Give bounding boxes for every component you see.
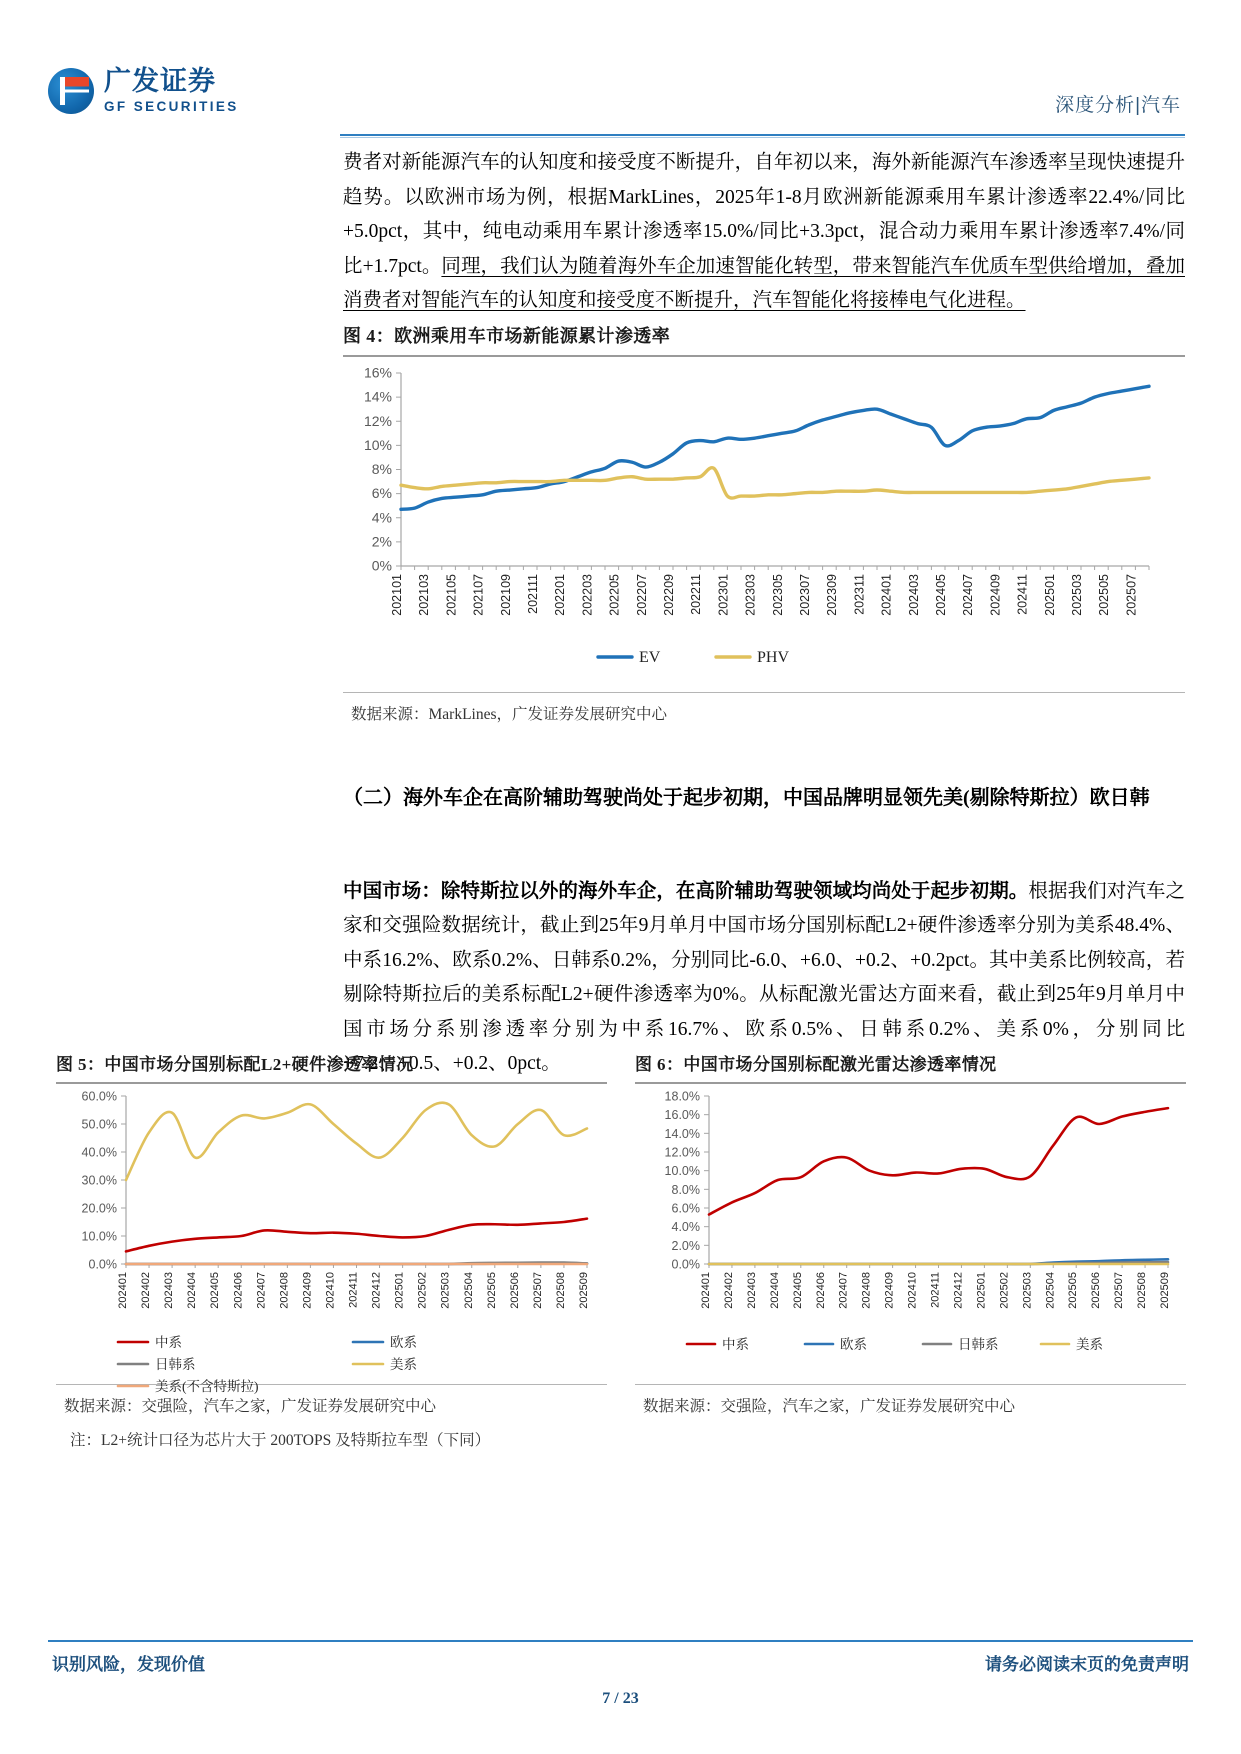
figures-5-6-row [56,1050,1186,1416]
svg-text:202401: 202401 [879,574,894,616]
footer-divider [48,1640,1193,1642]
svg-text:欧系: 欧系 [840,1337,867,1352]
svg-text:10%: 10% [363,436,392,453]
svg-text:202508: 202508 [1136,1272,1148,1309]
figure-5-title: 图 5：中国市场分国别标配L2+硬件渗透率情况 [56,1055,414,1074]
svg-text:0.0%: 0.0% [88,1257,117,1272]
svg-text:美系: 美系 [1076,1337,1103,1352]
footer-slogan: 识别风险，发现价值 [52,1655,205,1674]
svg-text:8%: 8% [371,461,392,477]
paragraph-1-underlined: 同理，我们认为随着海外车企加速智能化转型，带来智能汽车优质车型供给增加，叠加消费者对智能汽车的认知度和接受度不断提升，汽车智能化将接棒电气化进程。 [343,255,1185,311]
svg-text:202502: 202502 [416,1272,429,1309]
figure-5-chart [56,1084,607,1394]
svg-text:202404: 202404 [186,1272,199,1309]
svg-text:202103: 202103 [417,574,432,616]
svg-text:202402: 202402 [140,1272,152,1309]
svg-text:202105: 202105 [444,574,459,616]
svg-text:202408: 202408 [278,1272,291,1309]
svg-text:202507: 202507 [1124,574,1139,616]
svg-text:18.0%: 18.0% [664,1089,700,1104]
gf-logo-icon [48,68,94,114]
svg-text:202501: 202501 [975,1272,988,1309]
svg-text:50.0%: 50.0% [81,1117,117,1132]
svg-text:12%: 12% [363,412,392,429]
figure-6-title: 图 6：中国市场分国别标配激光雷达渗透率情况 [635,1055,997,1074]
svg-text:202406: 202406 [232,1272,245,1309]
figure-4-chart [343,357,1185,692]
svg-text:202409: 202409 [883,1272,896,1309]
svg-text:202407: 202407 [961,574,976,616]
figure-4-title: 图 4：欧洲乘用车市场新能源累计渗透率 [343,326,671,346]
page-header [0,0,1241,128]
header-divider-thin [340,137,1185,138]
svg-text:202509: 202509 [1159,1272,1171,1309]
svg-text:8.0%: 8.0% [671,1182,700,1197]
figure-5-source: 数据来源：交强险，汽车之家，广发证券发展研究中心 [64,1398,437,1415]
svg-text:60.0%: 60.0% [81,1089,117,1104]
svg-text:202309: 202309 [825,574,840,616]
svg-text:202507: 202507 [1113,1272,1126,1309]
svg-text:202111: 202111 [526,574,540,614]
svg-text:202504: 202504 [462,1272,475,1309]
svg-text:202201: 202201 [553,574,568,616]
figure-4 [343,322,1185,724]
svg-text:202410: 202410 [906,1272,919,1309]
svg-text:4%: 4% [371,509,392,526]
svg-text:202403: 202403 [745,1272,758,1309]
figure-6-source: 数据来源：交强险，汽车之家，广发证券发展研究中心 [643,1398,1016,1415]
svg-text:202305: 202305 [770,574,785,616]
svg-text:16%: 16% [363,364,392,381]
svg-text:202404: 202404 [768,1272,781,1309]
svg-text:202409: 202409 [988,574,1003,616]
svg-text:202502: 202502 [998,1272,1011,1309]
svg-text:202401: 202401 [700,1272,712,1309]
svg-text:202101: 202101 [390,574,404,616]
svg-text:202303: 202303 [743,574,758,616]
svg-text:202505: 202505 [1067,1272,1080,1309]
svg-text:美系: 美系 [390,1357,417,1372]
logo-english-text: GF SECURITIES [104,99,239,115]
svg-text:10.0%: 10.0% [664,1164,700,1179]
svg-text:202501: 202501 [393,1272,406,1309]
svg-text:202509: 202509 [578,1272,590,1309]
svg-text:202407: 202407 [255,1272,268,1309]
svg-text:202408: 202408 [860,1272,873,1309]
svg-text:202503: 202503 [1021,1272,1034,1309]
svg-text:202503: 202503 [439,1272,452,1309]
svg-text:10.0%: 10.0% [81,1229,117,1244]
body-paragraph-1 [343,146,1185,319]
svg-text:中系: 中系 [722,1337,749,1352]
svg-text:202203: 202203 [580,574,595,616]
paragraph-2-bold: 中国市场：除特斯拉以外的海外车企，在高阶辅助驾驶领域均尚处于起步初期。 [343,880,1029,902]
svg-text:0%: 0% [371,557,392,574]
svg-text:欧系: 欧系 [390,1335,417,1350]
header-category-label: 深度分析|汽车 [1055,95,1181,116]
svg-text:202403: 202403 [906,574,921,616]
svg-text:202205: 202205 [607,574,622,616]
svg-text:40.0%: 40.0% [81,1145,117,1160]
svg-text:中系: 中系 [155,1335,182,1350]
svg-text:202506: 202506 [1090,1272,1103,1309]
svg-text:202407: 202407 [837,1272,850,1309]
svg-text:202409: 202409 [301,1272,314,1309]
svg-text:0.0%: 0.0% [671,1257,700,1272]
svg-text:202505: 202505 [1097,574,1112,616]
svg-text:20.0%: 20.0% [81,1201,117,1216]
svg-text:14%: 14% [363,388,392,405]
svg-text:202405: 202405 [791,1272,804,1309]
svg-text:202301: 202301 [716,574,731,616]
header-divider [340,134,1185,136]
svg-text:202209: 202209 [662,574,676,616]
svg-text:14.0%: 14.0% [664,1126,700,1141]
figure-4-svg [343,357,1185,692]
svg-text:6%: 6% [371,485,392,502]
svg-text:202406: 202406 [814,1272,827,1309]
svg-text:202410: 202410 [324,1272,337,1309]
svg-text:2.0%: 2.0% [671,1238,700,1253]
svg-text:202503: 202503 [1070,574,1084,616]
figure-5-svg [56,1084,607,1394]
svg-text:16.0%: 16.0% [664,1108,700,1123]
section-heading: （二）海外车企在高阶辅助驾驶尚处于起步初期，中国品牌明显领先美(剔除特斯拉）欧日韩 [343,787,1150,809]
figure-5-note: 注：L2+统计口径为芯片大于 200TOPS 及特斯拉车型（下同） [70,1432,491,1449]
svg-text:202207: 202207 [634,574,649,616]
svg-text:202506: 202506 [508,1272,521,1309]
svg-text:202504: 202504 [1044,1272,1057,1309]
svg-text:202401: 202401 [117,1272,129,1309]
svg-text:EV: EV [639,649,661,666]
svg-text:日韩系: 日韩系 [958,1337,999,1352]
svg-text:202311: 202311 [852,574,867,615]
figure-6-svg [635,1084,1186,1384]
paragraph-2-plain: 根据我们对汽车之家和交强险数据统计，截止到25年9月单月中国市场分国别标配L2+硬件渗透率分别为美系48.4%、中系16.2%、欧系0.2%、日韩系0.2%，分别同比-6.0、+6.0、+0.2、+0.2pct。其中美系比例较高，若剔除特斯拉后的美系标配L2+硬件渗透率为0%。从标配激光雷达方面来看，截止到25年9月单月中国市场分系别渗透率分别为中系16.7%、欧系0.5%、日韩系0.2%、美系0%，分别同比+7.2、+0.5、+0.2、0pct。 [343,880,1185,1074]
svg-text:202405: 202405 [209,1272,222,1309]
svg-text:日韩系: 日韩系 [155,1357,196,1372]
svg-text:202107: 202107 [471,574,486,616]
svg-text:202403: 202403 [163,1272,176,1309]
svg-text:202307: 202307 [798,574,812,616]
svg-text:202505: 202505 [485,1272,498,1309]
svg-text:2%: 2% [371,533,392,550]
svg-text:12.0%: 12.0% [664,1145,700,1160]
svg-text:4.0%: 4.0% [671,1220,700,1235]
svg-text:202412: 202412 [370,1272,383,1309]
figure-4-source: 数据来源：MarkLines，广发证券发展研究中心 [351,706,668,723]
svg-text:202411: 202411 [1015,574,1030,615]
footer-page-number: 7 / 23 [602,1690,639,1707]
svg-text:202402: 202402 [723,1272,735,1309]
figure-6-chart [635,1084,1186,1384]
svg-text:202507: 202507 [531,1272,544,1309]
svg-text:202412: 202412 [952,1272,965,1309]
svg-text:202411: 202411 [347,1272,360,1308]
paragraph-1-plain: 费者对新能源汽车的认知度和接受度不断提升，自年初以来，海外新能源汽车渗透率呈现快速提升趋势。以欧洲市场为例，根据MarkLines，2025年1-8月欧洲新能源乘用车累计渗透率22.4%/同比+5.0pct，其中，纯电动乘用车累计渗透率15.0%/同比+3.3pct，混合动力乘用车累计渗透率7.4%/同比+1.7pct。 [343,152,1185,277]
svg-text:202211: 202211 [689,574,704,615]
figure-5 [56,1050,607,1416]
gf-securities-logo [48,68,239,114]
svg-text:PHV: PHV [757,649,790,666]
svg-text:美系(不含特斯拉): 美系(不含特斯拉) [155,1379,259,1394]
svg-text:202411: 202411 [929,1272,942,1308]
svg-text:202109: 202109 [498,574,513,616]
svg-text:6.0%: 6.0% [671,1201,700,1216]
svg-text:202405: 202405 [934,574,948,616]
footer-disclaimer: 请务必阅读末页的免责声明 [985,1655,1189,1674]
svg-text:30.0%: 30.0% [81,1173,117,1188]
svg-text:202508: 202508 [554,1272,567,1309]
figure-6 [635,1050,1186,1416]
logo-chinese-text: 广发证券 [104,66,216,97]
svg-text:202501: 202501 [1042,574,1057,616]
